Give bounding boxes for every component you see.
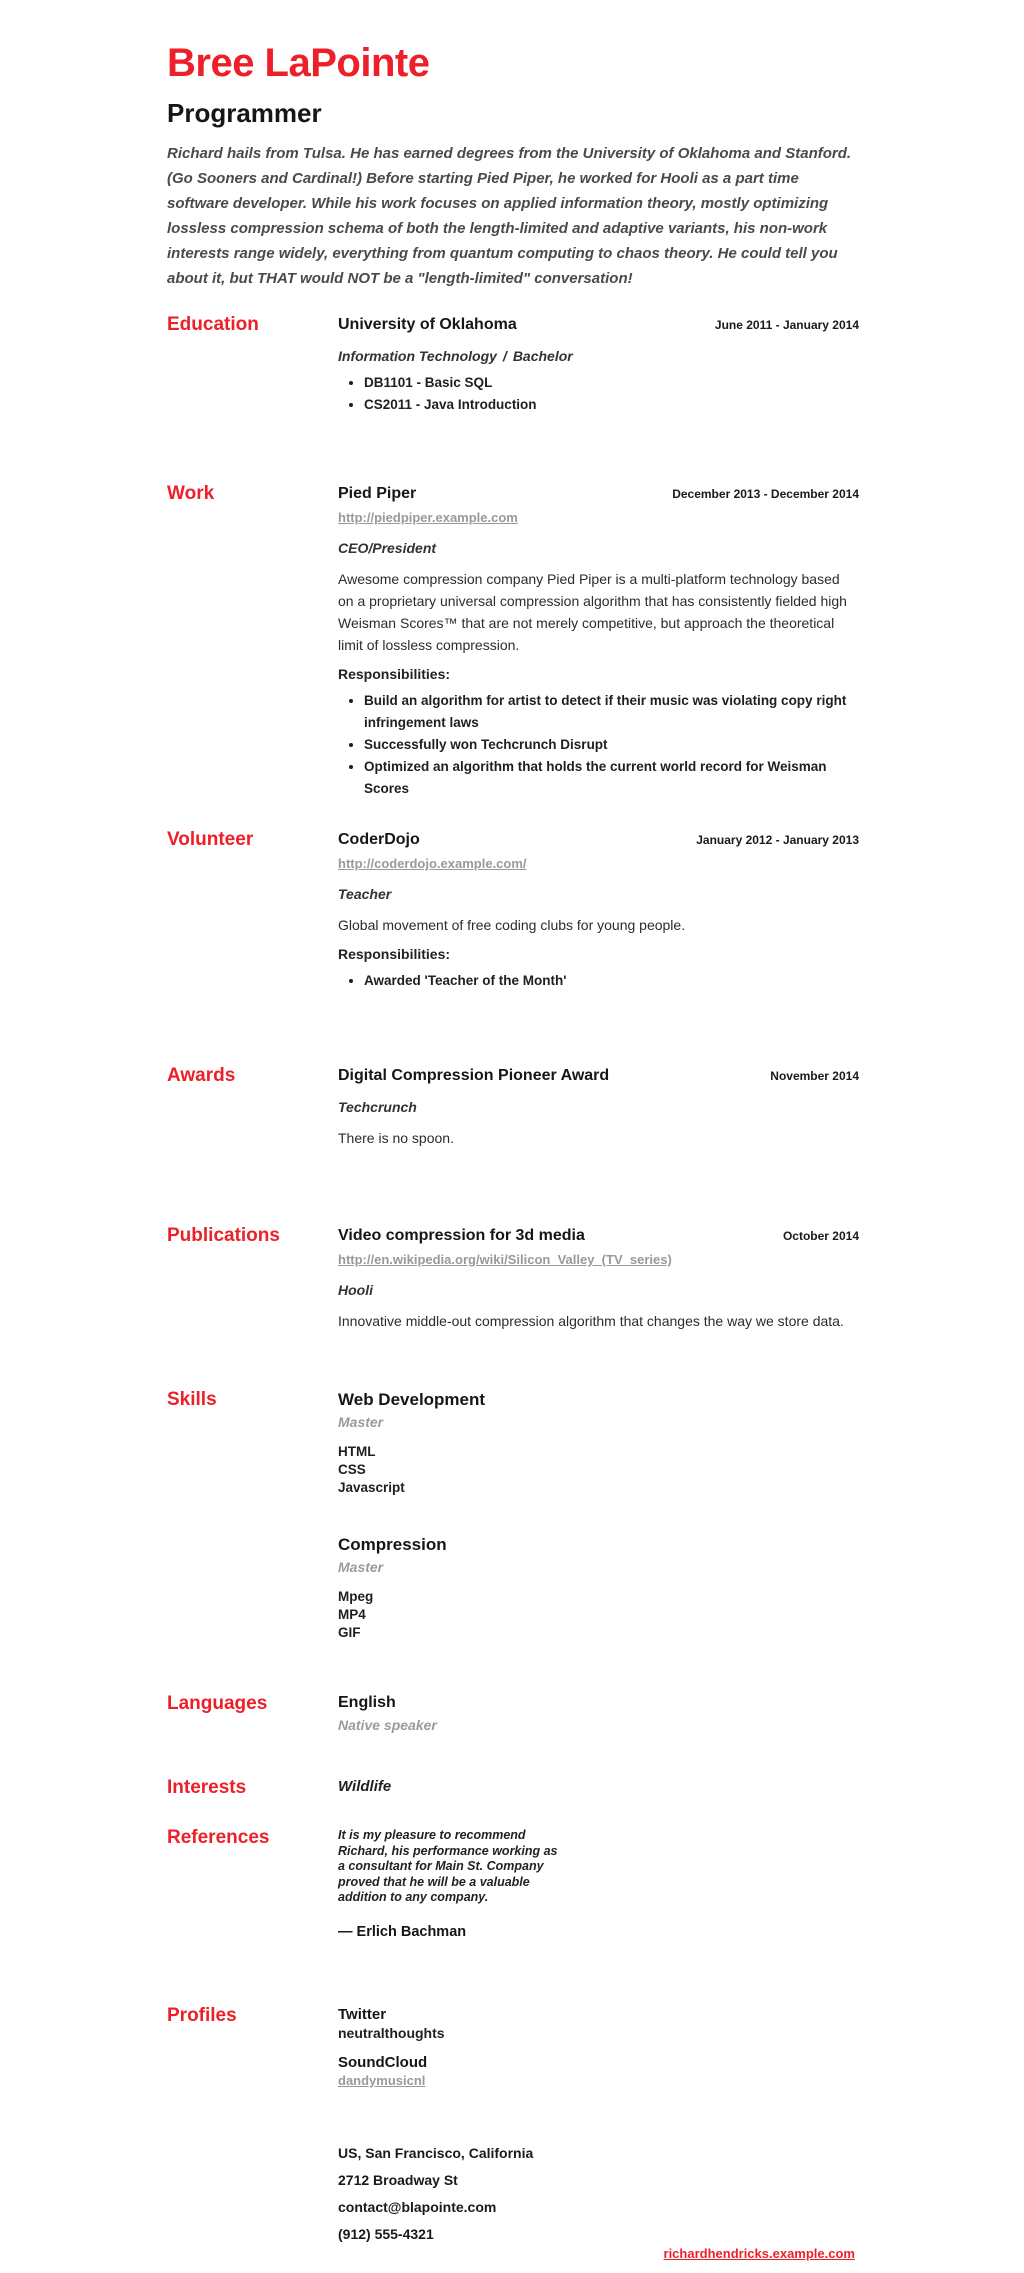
company-url-link[interactable]: http://piedpiper.example.com — [338, 510, 518, 525]
skill-keyword-list — [338, 1443, 859, 1497]
section-references — [167, 1828, 859, 1940]
organization-url-link[interactable]: http://coderdojo.example.com/ — [338, 856, 527, 871]
education-item-head — [338, 315, 859, 335]
summary-text: Richard hails from Tulsa. He has earned degrees from the University of Oklahoma and Stanford. (Go Sooners and Cardinal!) Before starting Pied Piper, he worked for Hooli as a part time software developer. While his work focuses on applied information theory, mostly optimizing lossless compression schema of both the length-limited and adaptive variants, his non-work interests range widely, everything from quantum computing to chaos theory. He could tell you about it, but THAT would NOT be a "length-limited" conversation! — [167, 145, 852, 287]
languages-body — [338, 1694, 859, 1733]
publication-publisher: Hooli — [338, 1282, 373, 1298]
study-area: Information Technology — [338, 348, 497, 364]
contact-street: 2712 Broadway St — [338, 2172, 458, 2188]
person-role: Programmer — [167, 98, 322, 128]
course-list — [338, 372, 859, 416]
section-interests — [167, 1778, 859, 1799]
volunteer-responsibilities-label: Responsibilities: — [338, 946, 451, 962]
volunteer-date-range: January 2012 - January 2013 — [696, 833, 859, 847]
study-type: Bachelor — [512, 348, 573, 364]
volunteer-summary: Global movement of free coding clubs for young people. — [338, 917, 686, 933]
contact-block — [338, 2140, 533, 2248]
skill-group — [338, 1390, 859, 1497]
volunteer-heading: Volunteer — [167, 829, 254, 850]
profiles-heading: Profiles — [167, 2005, 237, 2026]
skills-heading: Skills — [167, 1389, 217, 1410]
profile-item-soundcloud — [338, 2054, 859, 2090]
skill-keyword: GIF — [338, 1625, 361, 1640]
work-heading: Work — [167, 483, 215, 504]
study-separator: / — [502, 348, 507, 364]
education-heading: Education — [167, 314, 259, 335]
publications-heading: Publications — [167, 1225, 280, 1246]
award-title: Digital Compression Pioneer Award — [338, 1067, 610, 1084]
publication-summary: Innovative middle-out compression algorithm that changes the way we store data. — [338, 1313, 844, 1329]
profile-network: Twitter — [338, 2006, 387, 2023]
section-volunteer — [167, 830, 859, 992]
work-body — [338, 484, 859, 800]
skill-keyword: Javascript — [338, 1480, 405, 1495]
publication-url-link[interactable]: http://en.wikipedia.org/wiki/Silicon_Valley_(TV_series) — [338, 1252, 672, 1267]
volunteer-highlight-item: • Awarded 'Teacher of the Month' — [364, 970, 859, 992]
section-publications — [167, 1226, 859, 1332]
section-education — [167, 315, 859, 416]
skill-level: Master — [338, 1414, 384, 1430]
institution-name: University of Oklahoma — [338, 316, 517, 333]
language-name: English — [338, 1694, 396, 1711]
skill-group — [338, 1535, 859, 1642]
publication-date: October 2014 — [782, 1229, 859, 1243]
course-item: • CS2011 - Java Introduction — [364, 394, 859, 416]
awards-body — [338, 1066, 859, 1149]
interests-heading: Interests — [167, 1777, 247, 1798]
volunteer-position-title: Teacher — [338, 886, 392, 902]
skill-name: Compression — [338, 1535, 447, 1554]
website-link[interactable]: richardhendricks.example.com — [663, 2246, 855, 2261]
work-highlight-list — [338, 690, 859, 800]
work-item-head — [338, 484, 859, 504]
profile-username: neutralthoughts — [338, 2025, 445, 2041]
volunteer-item-head — [338, 830, 859, 850]
languages-heading: Languages — [167, 1693, 268, 1714]
work-responsibilities-label: Responsibilities: — [338, 666, 451, 682]
section-profiles — [167, 2006, 859, 2090]
awards-heading: Awards — [167, 1065, 236, 1086]
work-highlight-item: • Optimized an algorithm that holds the current world record for Weisman Scores — [364, 756, 859, 800]
contact-email: contact@blapointe.com — [338, 2199, 497, 2215]
contact-phone: (912) 555-4321 — [338, 2226, 434, 2242]
section-work — [167, 484, 859, 800]
skill-name: Web Development — [338, 1390, 486, 1409]
work-highlight-item: • Build an algorithm for artist to detect if their music was violating copy right infringement laws — [364, 690, 859, 734]
skill-keyword: MP4 — [338, 1607, 366, 1622]
references-body — [338, 1828, 859, 1940]
skill-keyword: Mpeg — [338, 1589, 374, 1604]
skill-keyword: CSS — [338, 1462, 366, 1477]
award-date: November 2014 — [770, 1069, 859, 1083]
section-languages — [167, 1694, 859, 1733]
award-summary: There is no spoon. — [338, 1130, 454, 1146]
publication-item-head — [338, 1226, 859, 1246]
work-date-range: December 2013 - December 2014 — [672, 487, 859, 501]
course-item: • DB1101 - Basic SQL — [364, 372, 859, 394]
publication-title: Video compression for 3d media — [338, 1227, 585, 1244]
skill-level: Master — [338, 1559, 384, 1575]
skills-body — [338, 1390, 859, 1642]
section-awards — [167, 1066, 859, 1149]
award-item-head — [338, 1066, 859, 1086]
organization-name: CoderDojo — [338, 831, 420, 848]
volunteer-highlight-list — [338, 970, 859, 992]
profile-username-link[interactable]: dandymusicnl — [338, 2073, 426, 2088]
skill-keyword: HTML — [338, 1444, 376, 1459]
education-body — [338, 315, 859, 416]
education-date-range: June 2011 - January 2014 — [714, 318, 859, 332]
skill-keyword-list — [338, 1588, 859, 1642]
volunteer-body — [338, 830, 859, 992]
language-fluency: Native speaker — [338, 1717, 437, 1733]
work-highlight-item: • Successfully won Techcrunch Disrupt — [364, 734, 859, 756]
company-name: Pied Piper — [338, 485, 417, 502]
award-awarder: Techcrunch — [338, 1099, 417, 1115]
work-summary: Awesome compression company Pied Piper is a multi-platform technology based on a proprietary universal compression algorithm that has consistently fielded high Weisman Scores™ that are not merely competitive, but approach the theoretical limit of lossless compression. — [338, 571, 847, 653]
publications-body — [338, 1226, 859, 1332]
profile-network: SoundCloud — [338, 2054, 428, 2071]
person-name: Bree LaPointe — [167, 41, 430, 85]
study-line — [338, 348, 859, 364]
section-skills — [167, 1390, 859, 1642]
interest-name: Wildlife — [338, 1778, 392, 1795]
reference-name: — Erlich Bachman — [338, 1923, 467, 1940]
references-heading: References — [167, 1827, 270, 1848]
work-position-title: CEO/President — [338, 540, 437, 556]
contact-location: US, San Francisco, California — [338, 2145, 534, 2161]
resume-header — [167, 40, 859, 291]
interests-body — [338, 1778, 859, 1795]
reference-quote: It is my pleasure to recommend Richard, his performance working as a consultant for Main St. Company proved that he will be a valuable addition to any company. — [338, 1828, 558, 1904]
profiles-body — [338, 2006, 859, 2090]
profile-item-twitter — [338, 2006, 859, 2041]
